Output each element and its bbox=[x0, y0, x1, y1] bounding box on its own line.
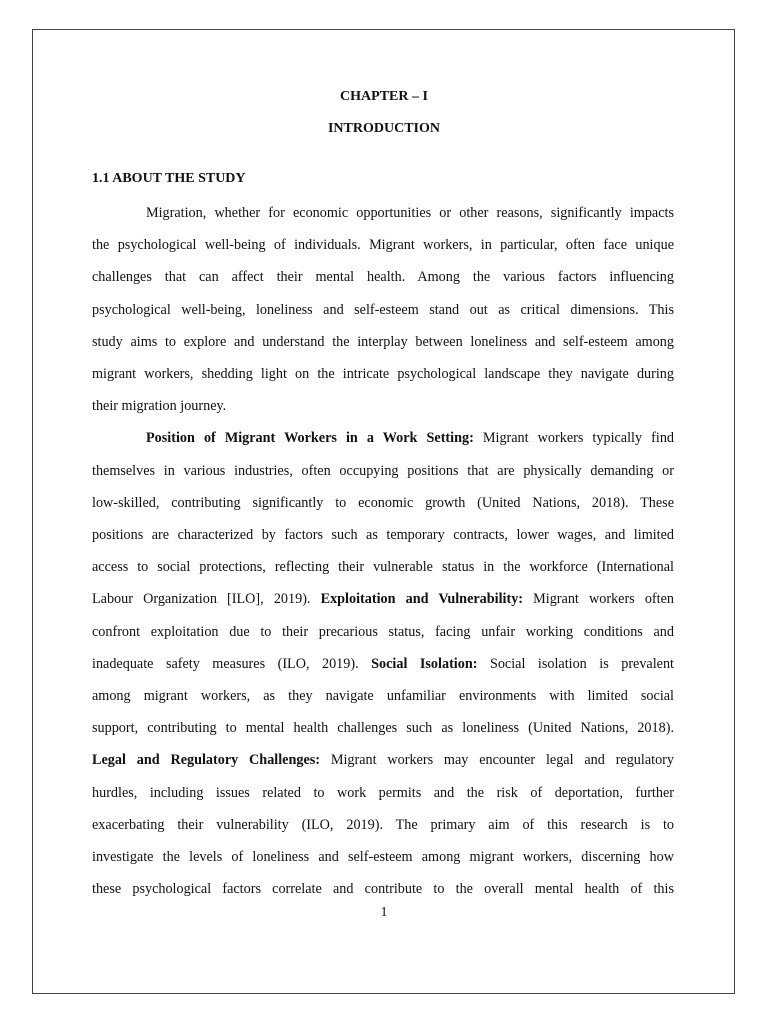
text-segment: Migrant workers may encounter legal and regulatory bbox=[320, 752, 674, 769]
chapter-title: INTRODUCTION bbox=[327, 121, 440, 136]
text-line bbox=[92, 784, 674, 802]
bold-subheading: Exploitation and Vulnerability: bbox=[320, 591, 524, 608]
text-segment: the psychological well-being of individuals. Migrant workers, in particular, often face unique bbox=[92, 237, 674, 254]
text-segment: exacerbating their vulnerability (ILO, 2019). The primary aim of this research is to bbox=[92, 816, 674, 833]
text-line bbox=[92, 687, 674, 705]
text-segment: low-skilled, contributing significantly to economic growth (United Nations, 2018). These bbox=[92, 494, 674, 511]
text-segment: support, contributing to mental health challenges such as loneliness (United Nations, 2018). bbox=[92, 720, 674, 737]
text-line bbox=[92, 623, 674, 641]
text-segment: among migrant workers, as they navigate unfamiliar environments with limited social bbox=[92, 688, 674, 704]
text-segment: study aims to explore and understand the interplay between loneliness and self-esteem among bbox=[92, 333, 674, 350]
text-segment: inadequate safety measures (ILO, 2019). bbox=[92, 655, 372, 672]
text-line bbox=[92, 719, 674, 737]
text-line bbox=[92, 526, 674, 544]
text-segment: challenges that can affect their mental health. Among the various factors influencing bbox=[92, 269, 674, 286]
text-segment: positions are characterized by factors such as temporary contracts, lower wages, and limited bbox=[92, 527, 674, 543]
text-line bbox=[92, 655, 674, 673]
text-line bbox=[92, 590, 674, 608]
text-segment: confront exploitation due to their precarious status, facing unfair working conditions and bbox=[92, 623, 674, 640]
text-line bbox=[92, 301, 674, 319]
text-segment: themselves in various industries, often occupying positions that are physically demanding or bbox=[92, 462, 674, 479]
text-segment: access to social protections, reflecting their vulnerable status in the workforce (International bbox=[92, 559, 674, 576]
text-line bbox=[92, 333, 674, 351]
text-segment: Labour Organization [ILO], 2019). bbox=[92, 591, 321, 608]
text-segment: migrant workers, shedding light on the intricate psychological landscape they navigate during bbox=[92, 366, 674, 382]
chapter-label: CHAPTER – I bbox=[340, 89, 428, 104]
text-segment: Migration, whether for economic opportunities or other reasons, significantly impacts bbox=[146, 205, 674, 221]
bold-subheading: Social Isolation: bbox=[371, 655, 478, 672]
text-line bbox=[92, 236, 674, 254]
text-line bbox=[92, 462, 674, 480]
text-line bbox=[92, 816, 674, 834]
page-number: 1 bbox=[380, 905, 388, 920]
section-heading: 1.1 ABOUT THE STUDY bbox=[92, 171, 246, 186]
text-segment: these psychological factors correlate and contribute to the overall mental health of this bbox=[92, 881, 674, 898]
text-segment: Migrant workers often bbox=[523, 591, 674, 608]
bold-subheading: Position of Migrant Workers in a Work Setting: bbox=[146, 430, 474, 447]
text-segment: Migrant workers typically find bbox=[473, 430, 675, 447]
text-line bbox=[92, 494, 674, 512]
text-segment: hurdles, including issues related to work permits and the risk of deportation, further bbox=[92, 784, 674, 801]
text-segment: investigate the levels of loneliness and self-esteem among migrant workers, discerning how bbox=[92, 849, 674, 865]
text-line bbox=[92, 268, 674, 286]
bold-subheading: Legal and Regulatory Challenges: bbox=[92, 752, 320, 769]
text-line bbox=[146, 204, 674, 222]
text-segment: psychological well-being, loneliness and self-esteem stand out as critical dimensions. This bbox=[92, 301, 674, 318]
text-line bbox=[146, 429, 674, 447]
text-segment: Social isolation is prevalent bbox=[477, 655, 674, 672]
text-line bbox=[92, 558, 674, 576]
text-line bbox=[92, 397, 674, 415]
text-line bbox=[92, 365, 674, 383]
text-line bbox=[92, 880, 674, 898]
text-line bbox=[92, 848, 674, 866]
text-segment: their migration journey. bbox=[92, 398, 227, 415]
text-line bbox=[92, 751, 674, 769]
